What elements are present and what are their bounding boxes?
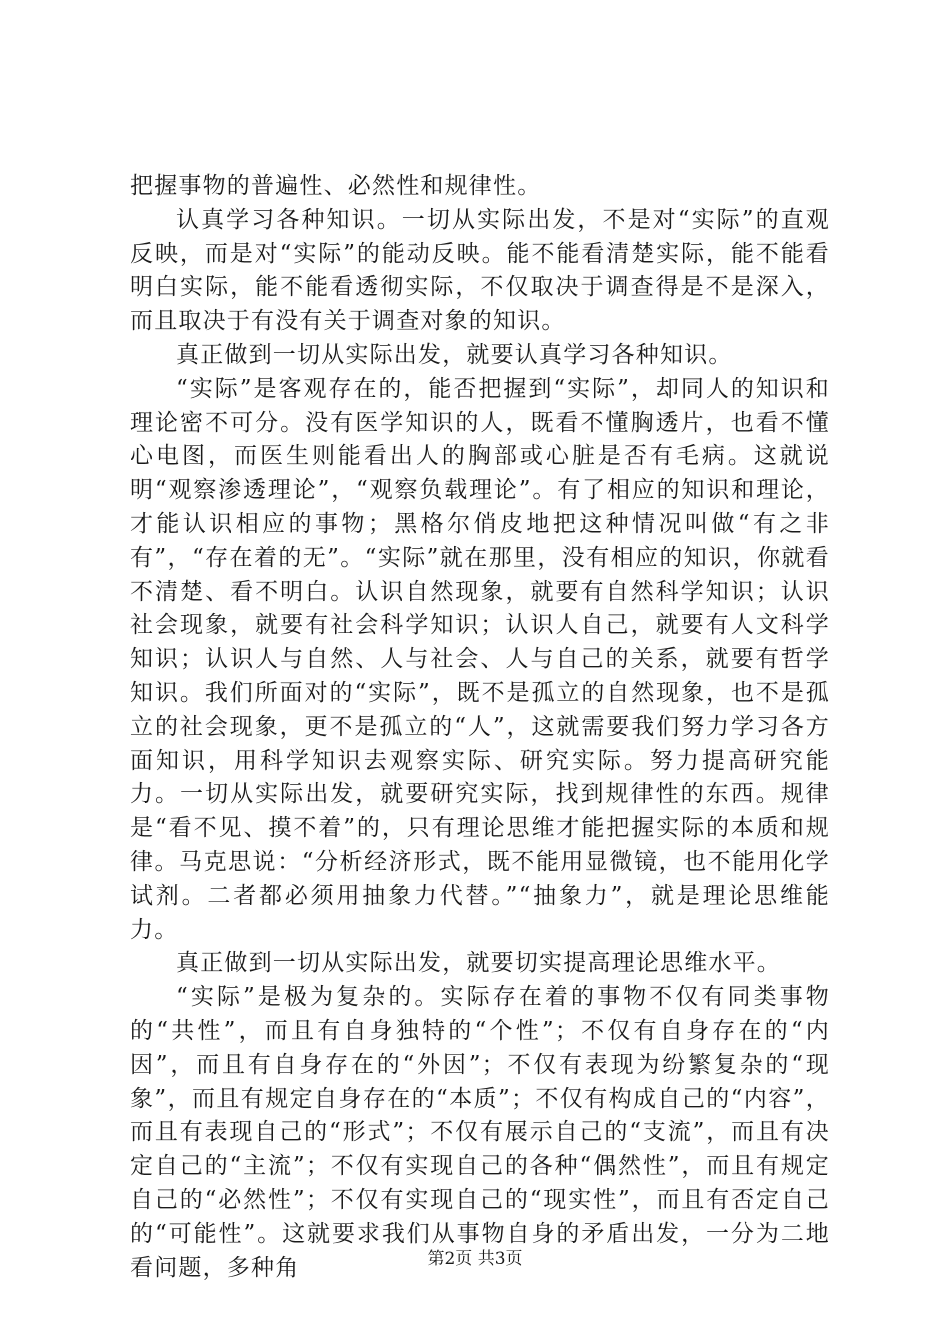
body-text bbox=[130, 170, 830, 1285]
paragraph: 认真学习各种知识。一切从实际出发，不是对“实际”的直观反映，而是对“实际”的能动反映。能不能看清楚实际，能不能看明白实际，能不能看透彻实际，不仅取决于调查得是不是深入，而且取决于有没有关于调查对象的知识。 bbox=[130, 206, 830, 335]
paragraph-continuation: 把握事物的普遍性、必然性和规律性。 bbox=[130, 173, 542, 199]
page-number-footer: 第2页 共3页 bbox=[427, 1249, 523, 1269]
paragraph: 真正做到一切从实际出发，就要切实提高理论思维水平。 bbox=[176, 950, 781, 977]
paragraph: 真正做到一切从实际出发，就要认真学习各种知识。 bbox=[176, 341, 733, 368]
paragraph: “实际”是极为复杂的。实际存在着的事物不仅有同类事物的“共性”，而且有自身独特的“个性”；不仅有自身存在的“内因”，而且有自身存在的“外因”；不仅有表现为纷繁复杂的“现象”，而且有规定自身存在的“本质”；不仅有构成自己的“内容”，而且有表现自己的“形式”；不仅有展示自己的“支流”，而且有决定自己的“主流”；不仅有实现自己的各种“偶然性”，而且有规定自己的“必然性”；不仅有实现自己的“现实性”，而且有否定自己的“可能性”。这就要求我们从事物自身的矛盾出发，一分为二地看问题，多种角 bbox=[130, 984, 830, 1281]
paragraph: “实际”是客观存在的，能否把握到“实际”，却同人的知识和理论密不可分。没有医学知识的人，既看不懂胸透片，也看不懂心电图，而医生则能看出人的胸部或心脏是否有毛病。这就说明“观察渗透理论”，“观察负载理论”。有了相应的知识和理论，才能认识相应的事物；黑格尔俏皮地把这种情况叫做“有之非有”，“存在着的无”。“实际”就在那里，没有相应的知识，你就看不清楚、看不明白。认识自然现象，就要有自然科学知识；认识社会现象，就要有社会科学知识；认识人自己，就要有人文科学知识；认识人与自然、人与社会、人与自己的关系，就要有哲学知识。我们所面对的“实际”，既不是孤立的自然现象，也不是孤立的社会现象，更不是孤立的“人”，这就需要我们努力学习各方面知识，用科学知识去观察实际、研究实际。努力提高研究能力。一切从实际出发，就要研究实际，找到规律性的东西。规律是“看不见、摸不着”的，只有理论思维才能把握实际的本质和规律。马克思说：“分析经济形式，既不能用显微镜，也不能用化学试剂。二者都必须用抽象力代替。”“抽象力”，就是理论思维能力。 bbox=[130, 375, 830, 943]
